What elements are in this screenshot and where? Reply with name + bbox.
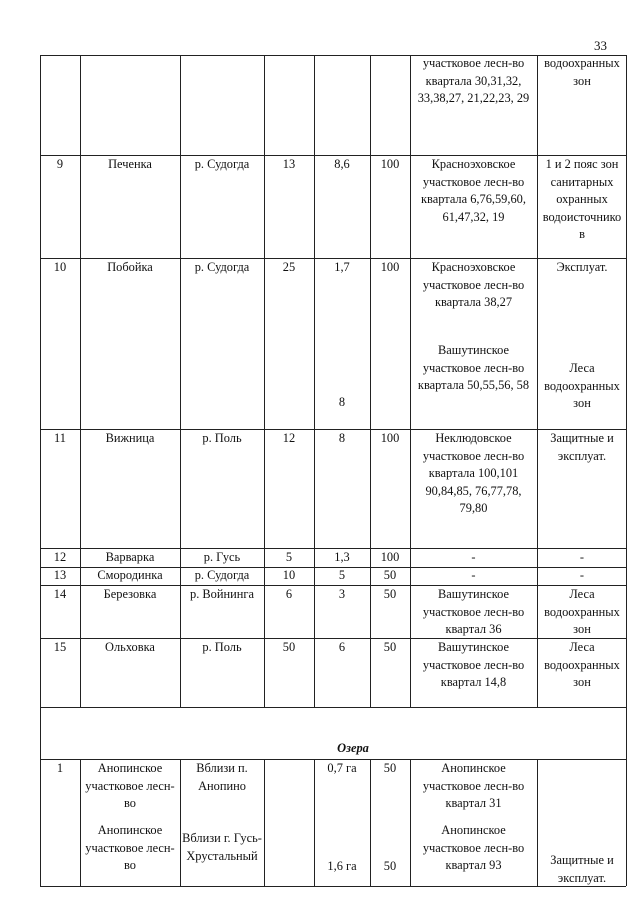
- width-cell: 50: [383, 761, 397, 775]
- row-rule: [40, 707, 626, 708]
- protection-length-cell: 8: [338, 395, 346, 409]
- row-number: 14: [53, 587, 67, 601]
- water-bodies-table: [40, 55, 626, 886]
- name-cell: Побойка: [107, 260, 153, 274]
- length-cell: 10: [282, 568, 296, 582]
- row-number: 9: [56, 157, 64, 171]
- column-rule: [80, 55, 81, 707]
- width-cell: 50: [383, 640, 397, 654]
- location-cell: Анопинское участковое лесн-во квартал 93: [422, 823, 525, 872]
- location-cell: Анопинское участковое лесн-во квартал 31: [422, 761, 525, 810]
- location-cell: -: [471, 550, 476, 564]
- column-rule: [264, 759, 265, 886]
- river-cell: р. Поль: [202, 431, 242, 445]
- protection-length-cell: 8,6: [334, 157, 350, 171]
- width-cell: 50: [383, 587, 397, 601]
- name-cell: Варварка: [105, 550, 155, 564]
- protection-length-cell: 5: [338, 568, 346, 582]
- length-cell: 50: [282, 640, 296, 654]
- row-number: 15: [53, 640, 67, 654]
- column-rule: [410, 759, 411, 886]
- page-number: 33: [594, 38, 607, 53]
- river-cell: р. Гусь: [203, 550, 241, 564]
- protection-length-cell: 1,7: [334, 260, 350, 274]
- location-cell: Красноэховское участковое лесн-во квартала 6,76,59,60, 61,47,32, 19: [421, 157, 526, 224]
- river-cell: р. Поль: [202, 640, 242, 654]
- purpose-cell: -: [579, 568, 585, 582]
- location-cell: Вашутинское участковое лесн-во квартал 14,8: [422, 640, 525, 689]
- protection-length-cell: 8: [338, 431, 346, 445]
- width-cell: 50: [383, 859, 397, 873]
- protection-length-cell: 6: [338, 640, 346, 654]
- location-cell: -: [471, 568, 476, 582]
- protection-length-cell: 1,3: [334, 550, 350, 564]
- width-cell: 50: [383, 568, 397, 582]
- column-rule: [80, 759, 81, 886]
- place-cell: Вблизи п. Анопино: [196, 761, 248, 793]
- purpose-cell: Защитные и эксплуат.: [550, 853, 614, 885]
- column-rule: [180, 759, 181, 886]
- row-number: 1: [56, 761, 64, 775]
- purpose-cell: Защитные и эксплуат.: [550, 431, 614, 463]
- length-cell: 5: [285, 550, 293, 564]
- location-cell: Вашутинское участковое лесн-во квартал 36: [422, 587, 525, 636]
- purpose-cell: Эксплуат.: [556, 260, 608, 274]
- name-cell: Ольховка: [105, 640, 155, 654]
- column-rule: [537, 55, 538, 707]
- name-cell: Анопинское участковое лесн-во: [85, 761, 175, 810]
- column-rule: [626, 55, 627, 886]
- section-title-lakes: Озера: [337, 741, 369, 755]
- name-cell: Анопинское участковое лесн-во: [85, 823, 175, 872]
- purpose-cell: водоохранных зон: [544, 56, 620, 88]
- name-cell: Березовка: [103, 587, 157, 601]
- purpose-cell: Леса водоохранных зон: [544, 640, 620, 689]
- location-cell: Неклюдовское участковое лесн-во квартала 100,101 90,84,85, 76,77,78, 79,80: [422, 431, 525, 515]
- river-cell: р. Войнинга: [190, 587, 254, 601]
- row-number: 12: [53, 550, 67, 564]
- length-cell: 6: [285, 587, 293, 601]
- row-number: 13: [53, 568, 67, 582]
- area-cell: 1,6 га: [327, 859, 357, 873]
- column-rule: [314, 55, 315, 707]
- column-rule: [370, 55, 371, 707]
- name-cell: Вижница: [105, 431, 155, 445]
- location-cell: участковое лесн-во квартала 30,31,32, 33,38,27, 21,22,23, 29: [417, 56, 530, 105]
- place-cell: Вблизи г. Гусь-Хрустальный: [182, 831, 262, 863]
- length-cell: 12: [282, 431, 296, 445]
- width-cell: 100: [380, 431, 400, 445]
- purpose-cell: Леса водоохранных зон: [544, 361, 620, 410]
- purpose-cell: Леса водоохранных зон: [544, 587, 620, 636]
- purpose-cell: 1 и 2 пояс зон санитарных охранных водоисточнико в: [542, 157, 622, 241]
- purpose-cell: -: [579, 550, 585, 564]
- row-number: 10: [53, 260, 67, 274]
- column-rule: [180, 55, 181, 707]
- length-cell: 13: [282, 157, 296, 171]
- river-cell: р. Судогда: [194, 568, 250, 582]
- area-cell: 0,7 га: [327, 761, 357, 775]
- river-cell: р. Судогда: [194, 157, 250, 171]
- protection-length-cell: 3: [338, 587, 346, 601]
- name-cell: Печенка: [108, 157, 152, 171]
- column-rule: [537, 759, 538, 886]
- location-cell: Вашутинское участковое лесн-во квартала 50,55,56, 58: [417, 343, 530, 392]
- width-cell: 100: [380, 550, 400, 564]
- column-rule: [410, 55, 411, 707]
- length-cell: 25: [282, 260, 296, 274]
- name-cell: Смородинка: [97, 568, 163, 582]
- row-number: 11: [54, 431, 66, 445]
- location-cell: Красноэховское участковое лесн-во квартала 38,27: [422, 260, 525, 309]
- width-cell: 100: [380, 157, 400, 171]
- width-cell: 100: [380, 260, 400, 274]
- river-cell: р. Судогда: [194, 260, 250, 274]
- column-rule: [264, 55, 265, 707]
